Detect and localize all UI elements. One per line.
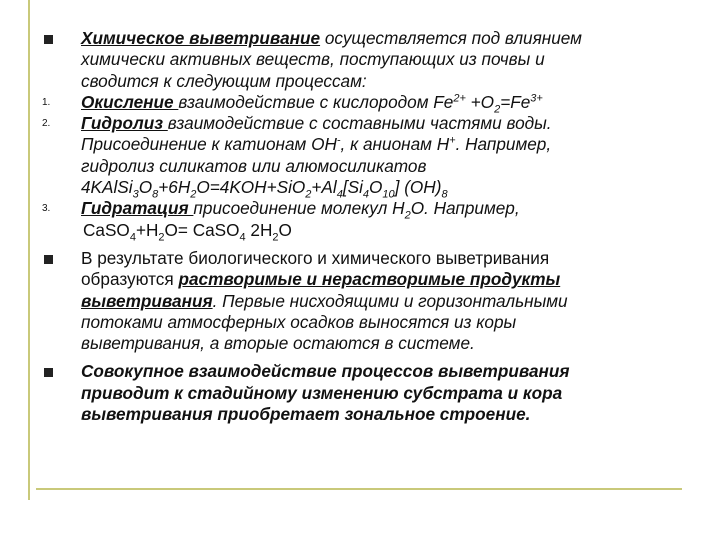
text-line: Присоединение к катионам OH-, к анионам H+. Например,: [81, 134, 552, 155]
text-line: Совокупное взаимодействие процессов выветривания: [81, 361, 570, 382]
text-line: Окисление взаимодействие с кислородом $Fe^{2+} +O_2=Fe^{3+}$: [81, 91, 543, 116]
text-line: потоками атмосферных осадков выносятся из коры: [81, 311, 517, 332]
numbered-item-hydrolysis: [0, 113, 720, 201]
text-line: гидролиз силикатов или алюмосиликатов: [81, 155, 427, 176]
numbered-item-hydration: [0, 198, 720, 222]
term-hydrolysis: Гидролиз: [81, 113, 168, 134]
bullet-item-weathering-products: [0, 248, 720, 354]
number-marker: 2.: [42, 118, 51, 130]
text-line: Химическое выветривание осуществляется под влиянием: [81, 28, 582, 48]
square-bullet-icon: [44, 35, 53, 44]
text-line: Гидролиз взаимодействие с составными частями воды.: [81, 113, 552, 134]
square-bullet-icon: [44, 255, 53, 264]
bullet-item-combined-interaction: [0, 361, 720, 425]
square-bullet-icon: [44, 368, 53, 377]
text-line: выветривания, а вторые остаются в системе.: [81, 333, 475, 354]
bottom-border-line: [36, 488, 682, 490]
text-line: сводится к следующим процессам:: [81, 70, 367, 91]
numbered-item-oxidation: [0, 91, 720, 116]
text-line: приводит к стадийному изменению субстрата и кора: [81, 382, 563, 403]
term-chemical-weathering: Химическое выветривание: [81, 28, 321, 48]
slide-content: [0, 28, 720, 425]
number-marker: 1.: [42, 96, 51, 108]
text-line: выветривания. Первые нисходящими и горизонтальными: [81, 290, 568, 311]
bullet-item-chemical-weathering: [0, 28, 720, 92]
hydrolysis-equation: $4KAlSi_3O_8+6H_2O=4KOH+SiO_2+Al_4[Si_4O_{10}]$ $(OH)_8$: [81, 177, 448, 201]
text-line: В результате биологического и химического выветривания: [81, 247, 550, 268]
term-oxidation: Окисление: [81, 91, 179, 112]
text-line: выветривания приобретает зональное строение.: [81, 404, 531, 425]
text-line: образуются растворимые и нерастворимые продукты: [81, 269, 561, 290]
term-hydration: Гидратация: [81, 198, 194, 219]
term-products: растворимые и нерастворимые продукты: [178, 269, 561, 290]
text-line: Гидратация присоединение молекул $H_2O$. Например,: [81, 198, 520, 222]
hydration-equation: $CaSO_4+H_2O=$ CaSO$_4$ $2H_2O$: [83, 219, 292, 244]
number-marker: 3.: [42, 203, 51, 215]
text-line: химически активных веществ, поступающих из почвы и: [81, 49, 545, 70]
